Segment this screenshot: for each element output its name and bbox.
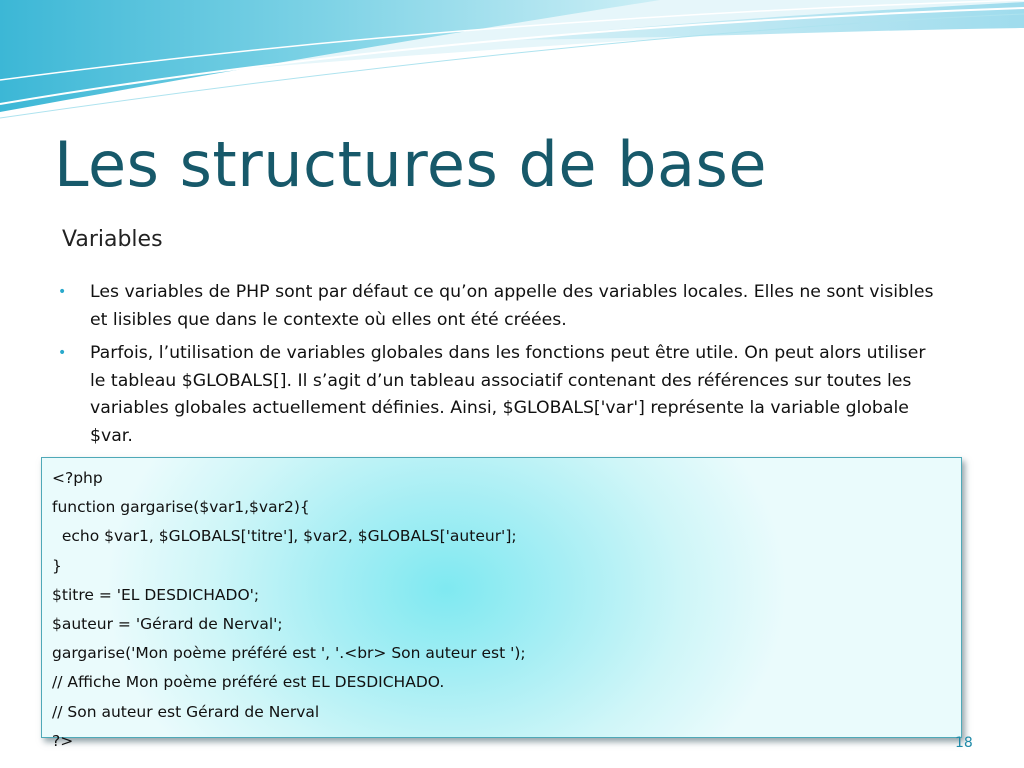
bullet-item — [60, 279, 940, 334]
bullet-text: Les variables de PHP sont par défaut ce qu’on appelle des variables locales. Elles ne sont visibles et lisibles que dans le contexte où elles ont été créées. — [90, 282, 934, 330]
code-line: $auteur = 'Gérard de Nerval'; — [52, 615, 283, 634]
bullet-dot-icon: • — [58, 284, 67, 300]
bullet-item — [60, 340, 940, 450]
code-line: } — [52, 556, 62, 575]
page-number: 18 — [955, 735, 973, 751]
bullet-text: Parfois, l’utilisation de variables globales dans les fonctions peut être utile. On peut alors utiliser le tableau $GLOBALS[]. Il s’agit d’un tableau associatif contenant des références sur toutes les variables globales actuellement définies. Ainsi, $GLOBALS['var'] représente la variable globale $var. — [90, 343, 926, 446]
slide-subtitle: Variables — [62, 227, 163, 252]
code-box — [41, 457, 962, 750]
slide-title: Les structures de base — [54, 128, 767, 201]
code-line: // Son auteur est Gérard de Nerval — [52, 702, 320, 721]
bullet-dot-icon: • — [58, 345, 67, 361]
code-line: echo $var1, $GLOBALS['titre'], $var2, $GLOBALS['auteur']; — [52, 527, 517, 546]
code-line: // Affiche Mon poème préféré est EL DESDICHADO. — [52, 673, 445, 692]
code-line: $titre = 'EL DESDICHADO'; — [52, 585, 260, 604]
header-wave-decoration — [0, 0, 1024, 130]
code-line: function gargarise($var1,$var2){ — [52, 498, 310, 517]
code-line: <?php — [52, 469, 103, 487]
code-line: ?> — [52, 731, 74, 750]
code-lines — [52, 464, 526, 756]
bullet-list — [60, 279, 940, 456]
code-line: gargarise('Mon poème préféré est ', '.<br> Son auteur est '); — [52, 644, 526, 663]
